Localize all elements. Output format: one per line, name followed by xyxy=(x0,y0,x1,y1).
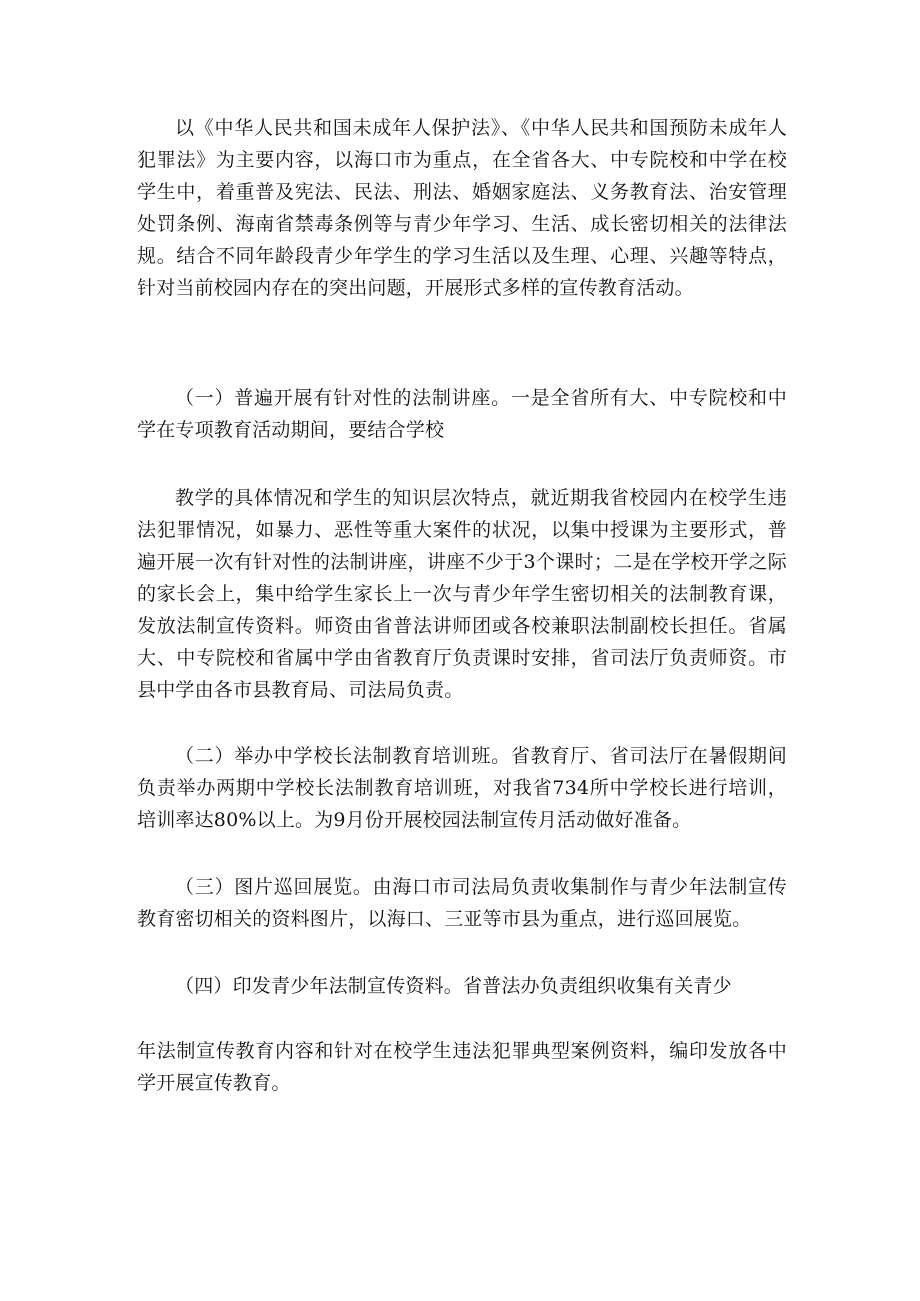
paragraph-section-1-heading: （一）普遍开展有针对性的法制讲座。一是全省所有大、中专院校和中学在专项教育活动期间，要结合学校 xyxy=(137,387,787,441)
paragraph-section-2: （二）举办中学校长法制教育培训班。省教育厅、省司法厅在暑假期间负责举办两期中学校长法制教育培训班，对我省734所中学校长进行培训，培训率达80%以上。为9月份开展校园法制宣传月活动做好准备。 xyxy=(137,745,787,831)
paragraph-intro: 以《中华人民共和国未成年人保护法》、《中华人民共和国预防未成年人犯罪法》为主要内容，以海口市为重点，在全省各大、中专院校和中学在校学生中，着重普及宪法、民法、刑法、婚姻家庭法、义务教育法、治安管理处罚条例、海南省禁毒条例等与青少年学习、生活、成长密切相关的法律法规。结合不同年龄段青少年学生的学习生活以及生理、心理、兴趣等特点，针对当前校园内存在的突出问题，开展形式多样的宣传教育活动。 xyxy=(137,117,787,299)
paragraph-section-1-body: 教学的具体情况和学生的知识层次特点，就近期我省校园内在校学生违法犯罪情况，如暴力、恶性等重大案件的状况，以集中授课为主要形式，普遍开展一次有针对性的法制讲座，讲座不少于3个课时；二是在学校开学之际的家长会上，集中给学生家长上一次与青少年学生密切相关的法制教育课，发放法制宣传资料。师资由省普法讲师团或各校兼职法制副校长担任。省属大、中专院校和省属中学由省教育厅负责课时安排，省司法厅负责师资。市县中学由各市县教育局、司法局负责。 xyxy=(137,487,787,701)
paragraph-section-4-body: 年法制宣传教育内容和针对在校学生违法犯罪典型案例资料，编印发放各中学开展宣传教育。 xyxy=(137,1040,787,1094)
paragraph-section-3: （三）图片巡回展览。由海口市司法局负责收集制作与青少年法制宣传教育密切相关的资料图片，以海口、三亚等市县为重点，进行巡回展览。 xyxy=(137,876,787,930)
paragraph-section-4-heading: （四）印发青少年法制宣传资料。省普法办负责组织收集有关青少 xyxy=(175,975,732,997)
